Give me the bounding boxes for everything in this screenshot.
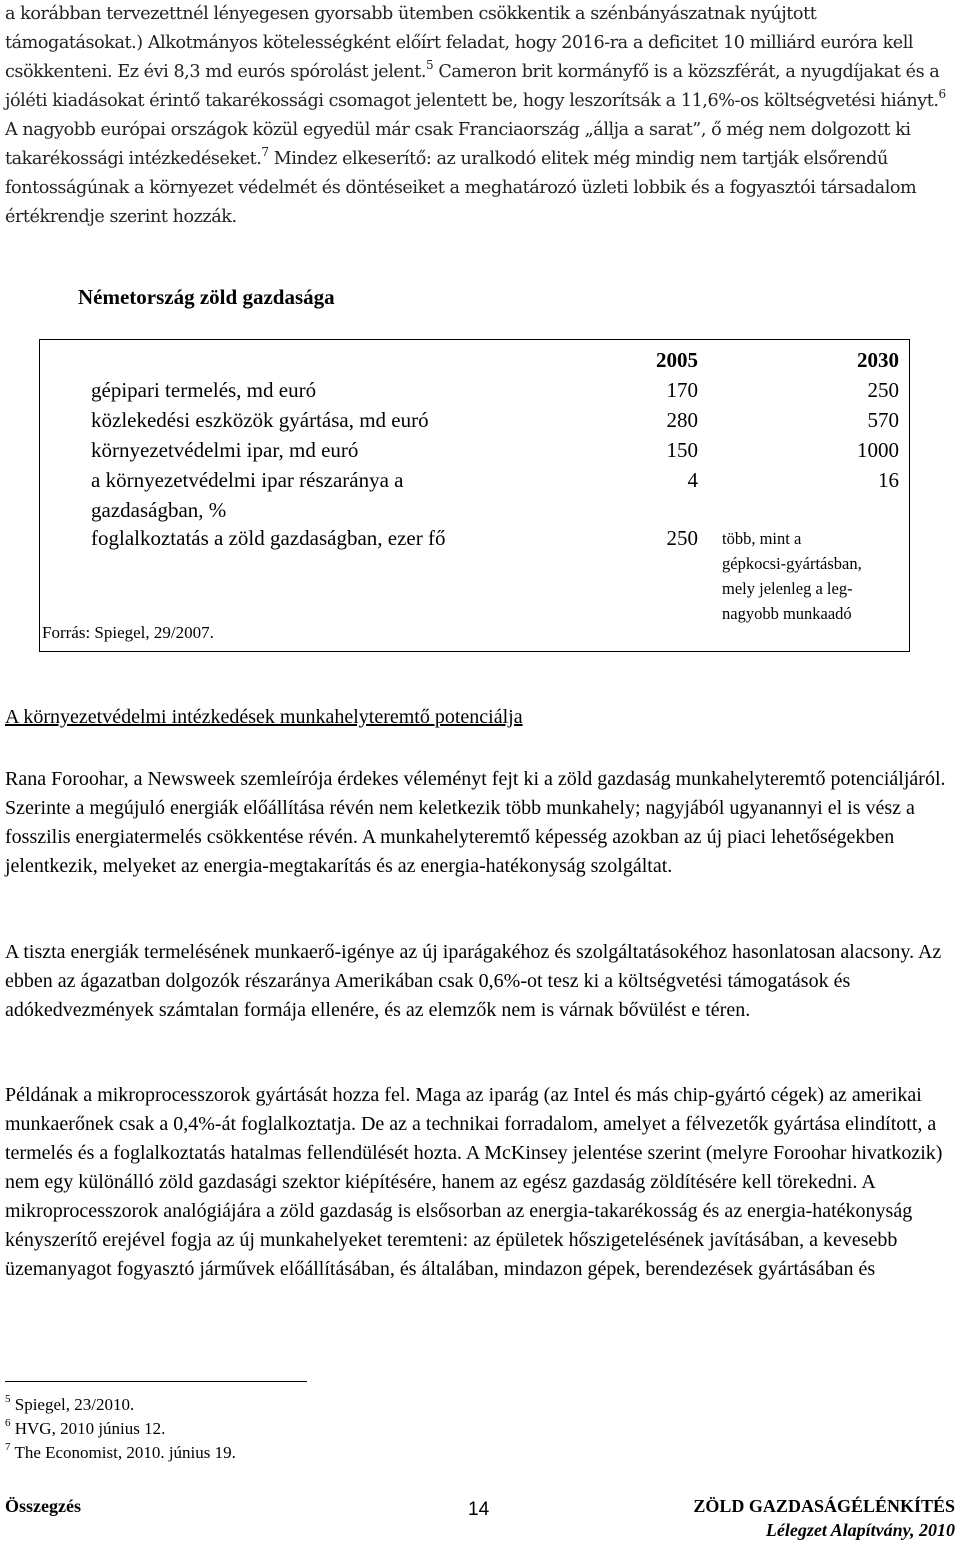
footnote xyxy=(5,1417,165,1441)
note-line: több, mint a xyxy=(722,529,802,548)
data-table xyxy=(39,339,910,652)
row-label: közlekedési eszközök gyártása, md euró xyxy=(91,408,429,432)
footnote-ref-7: 7 xyxy=(261,145,269,160)
note-line: mely jelenleg a leg- xyxy=(722,579,853,598)
page-number: 14 xyxy=(468,1499,490,1520)
intro-text-4: Mindez elkeserítő: az uralkodó elitek még mindig nem tartják elsőrendű fontosságúnak a környezet védelmét és döntéseiket a meghatározó üzleti lobbik és a fogyasztói társadalom értékrendje szerint hozzák. xyxy=(5,149,917,227)
footer-title: ZÖLD GAZDASÁGÉLÉNKÍTÉS xyxy=(693,1496,955,1516)
footnote-text: HVG, 2010 június 12. xyxy=(10,1419,166,1438)
employment-note xyxy=(722,526,907,626)
col-header-2005: 2005 xyxy=(656,348,698,372)
footnote xyxy=(5,1393,134,1417)
row-value-2030: 570 xyxy=(867,408,899,432)
section-title: A környezetvédelmi intézkedések munkahelyteremtő potenciálja xyxy=(5,706,523,728)
row-value-2030: 16 xyxy=(878,468,899,492)
row-label: gépipari termelés, md euró xyxy=(91,378,317,402)
intro-paragraph xyxy=(5,0,955,232)
footnote-text: The Economist, 2010. június 19. xyxy=(10,1443,236,1462)
row-label: foglalkoztatás a zöld gazdaságban, ezer fő xyxy=(91,526,446,550)
footnote-ref-6: 6 xyxy=(938,87,946,102)
body-paragraph: Példának a mikroprocesszorok gyártását hozza fel. Maga az iparág (az Intel és más chip-gyártó cégek) az amerikai munkaerőnek csak a 0,4%-át foglalkoztatja. De az a technikai forradalom, amelyet a félvezetők gyártása elindított, a termelés és a foglalkoztatás hatalmas fellendülését hozta. A McKinsey jelentése szerint (melyre Foroohar hivatkozik) nem egy különálló zöld gazdasági szektor kiépítésére, hanem az egész gazdaság zöldítésére kell törekedni. A mikroprocesszorok analógiájára a zöld gazdaság is elsősorban az energia-takarékosság és az energia-hatékonyság kényszerítő erejével fogja az új munkahelyeket teremteni: az épületek hőszigetelésének javításában, a kevesebb üzemanyagot fogyasztó járművek előállításában, és általában, mindazon gépek, berendezések gyártásában és xyxy=(5,1084,943,1280)
row-value-2005: 4 xyxy=(687,468,698,492)
footnote xyxy=(5,1441,236,1465)
footer-section-name: Összegzés xyxy=(5,1496,81,1516)
row-value-2005: 170 xyxy=(666,378,698,402)
note-line: gépkocsi-gyártásban, xyxy=(722,554,862,573)
row-value-2030: 250 xyxy=(867,378,899,402)
body-paragraph: A tiszta energiák termelésének munkaerő-igénye az új iparágakéhoz és szolgáltatásokéhoz hasonlatosan alacsony. Az ebben az ágazatban dolgozók részaránya Amerikában csak 0,6%-ot tesz ki a költségvetési támogatások és adókedvezmények számtalan formája ellenére, és az elemzők nem is várnak bővülést e téren. xyxy=(5,941,942,1021)
intro-text-3: A nagyobb európai országok közül egyedül már csak Franciaország „állja a sarat”, ő még nem dolgozott ki takarékossági intézkedéseket. xyxy=(5,120,911,169)
footnote-text: Spiegel, 23/2010. xyxy=(10,1395,135,1414)
row-value-2030: 1000 xyxy=(857,438,899,462)
table-source: Forrás: Spiegel, 29/2007. xyxy=(42,623,214,642)
note-line: nagyobb munkaadó xyxy=(722,604,852,623)
row-label-continued: gazdaságban, % xyxy=(91,498,227,522)
row-label: környezetvédelmi ipar, md euró xyxy=(91,438,359,462)
row-value-2005: 150 xyxy=(666,438,698,462)
footnote-number: 7 xyxy=(5,1441,11,1454)
footnote-number: 5 xyxy=(5,1393,11,1406)
footer-publisher: Lélegzet Alapítvány, 2010 xyxy=(765,1520,955,1540)
row-value-2005: 280 xyxy=(666,408,698,432)
intro-text-2: Cameron brit kormányfő is a közszférát, a nyugdíjakat és a jóléti kiadásokat érintő takarékossági csomagot jelentett be, hogy leszorítsák a 11,6%-os költségvetési hiányt. xyxy=(5,62,940,111)
row-label: a környezetvédelmi ipar részaránya a xyxy=(91,468,404,492)
footnote-ref-5: 5 xyxy=(426,58,434,73)
footnote-separator xyxy=(5,1381,307,1382)
body-paragraph: Rana Foroohar, a Newsweek szemleírója érdekes véleményt fejt ki a zöld gazdaság munkahelyteremtő potenciáljáról. Szerinte a megújuló energiák előállítása révén nem keletkezik több munkahely; nagyjából ugyanannyi el is vész a fosszilis energiatermelés csökkentése révén. A munkahelyteremtő képesség azokban az új piaci lehetőségekben jelentkezik, melyeket az energia-megtakarítás és az energia-hatékonyság szolgáltat. xyxy=(5,768,946,877)
col-header-2030: 2030 xyxy=(857,348,899,372)
intro-text-1: a korábban tervezettnél lényegesen gyorsabb ütemben csökkentik a szénbányászatnak nyújtott támogatásokat.) Alkotmányos kötelességként előírt feladat, hogy 2016-ra a deficitet 10 milliárd euróra kell csökkenteni. Ez évi 8,3 md eurós spórolást jelent. xyxy=(5,4,914,82)
row-value-2005: 250 xyxy=(666,526,698,550)
table-title: Németország zöld gazdasága xyxy=(78,285,335,309)
footnote-number: 6 xyxy=(5,1417,11,1430)
